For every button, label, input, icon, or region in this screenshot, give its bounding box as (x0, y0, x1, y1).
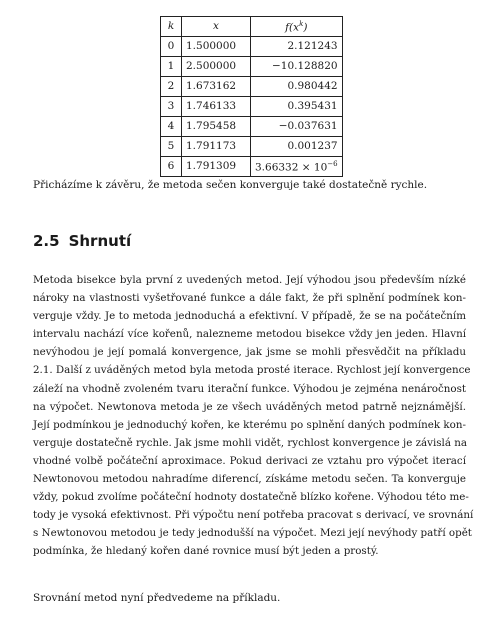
cell-fx-exponent: −6 (327, 159, 338, 168)
cell-k: 5 (161, 137, 182, 157)
cell-fx (251, 157, 343, 177)
cell-x: 1.500000 (182, 37, 251, 57)
column-header-x: x (182, 17, 251, 37)
paragraph-line: verguje vždy. Je to metoda jednoduchá a efektivní. V případě, že se na počátečním (33, 310, 466, 323)
column-header-fx-base: f(x (285, 21, 300, 33)
column-header-fx-superscript: k (299, 19, 304, 28)
paragraph-line: Newtonovou metodou nahradíme diferencí, získáme metodu sečen. Ta konverguje (33, 473, 466, 486)
table-row (161, 57, 343, 77)
table-row (161, 37, 343, 57)
cell-k: 0 (161, 37, 182, 57)
paragraph-line: podmínka, že hledaný kořen dané rovnice musí být jeden a prostý. (33, 545, 379, 558)
summary-paragraph (33, 271, 474, 561)
paragraph-line: nevýhodou je její pomalá konvergence, jak jsme se mohli přesvědčit na příkladu (33, 346, 466, 359)
cell-x: 2.500000 (182, 57, 251, 77)
table-row (161, 97, 343, 117)
table-row (161, 157, 343, 177)
table-row (161, 77, 343, 97)
table-header-row (161, 17, 343, 37)
paragraph-line: Metoda bisekce byla první z uvedených metod. Její výhodou jsou především nízké (33, 274, 466, 286)
cell-k: 4 (161, 117, 182, 137)
cell-x: 1.673162 (182, 77, 251, 97)
cell-fx-mantissa: 3.66332 × 10 (255, 161, 328, 173)
paragraph-line: intervalu nachází více kořenů, nalezneme metodou bisekce vždy jen jeden. Hlavní (33, 328, 466, 341)
paragraph-line: tody je vysoká efektivnost. Při výpočtu není potřeba pracovat s derivací, ve srovnání (33, 509, 474, 522)
section-heading (33, 232, 131, 250)
section-title: Shrnutí (68, 232, 132, 250)
paragraph-line: nároky na vlastnosti vyšetřované funkce a dále fakt, že při splnění podmínek kon- (33, 292, 466, 305)
cell-k: 3 (161, 97, 182, 117)
cell-x: 1.746133 (182, 97, 251, 117)
cell-x: 1.795458 (182, 117, 251, 137)
table-row (161, 117, 343, 137)
cell-fx: 0.395431 (251, 97, 343, 117)
paragraph-line: s Newtonovou metodou je tedy jednodušší na výpočet. Mezi její nevýhody patří opět (33, 527, 472, 540)
cell-fx: −10.128820 (251, 57, 343, 77)
cell-fx: 2.121243 (251, 37, 343, 57)
column-header-k: k (161, 17, 182, 37)
cell-k: 1 (161, 57, 182, 77)
table-row (161, 137, 343, 157)
column-header-fx (251, 17, 343, 37)
cell-fx: 0.980442 (251, 77, 343, 97)
cell-k: 2 (161, 77, 182, 97)
paragraph-line: vždy, pokud zvolíme počáteční hodnoty dostatečně blízko kořene. Výhodou této me- (33, 491, 469, 504)
cell-x: 1.791309 (182, 157, 251, 177)
closing-sentence: Srovnání metod nyní předvedeme na příkladu. (33, 592, 281, 604)
paragraph-line: vhodné volbě počáteční aproximace. Pokud derivaci ze vztahu pro výpočet iterací (33, 454, 466, 467)
paragraph-line: na výpočet. Newtonova metoda je ze všech uváděných metod patrně nejznámější. (33, 400, 466, 413)
cell-fx: 0.001237 (251, 137, 343, 157)
iteration-table (160, 16, 343, 177)
paragraph-line: záleží na vhodně zvoleném tvaru iterační funkce. Výhodou je zejména nenáročnost (33, 382, 466, 395)
cell-x: 1.791173 (182, 137, 251, 157)
column-header-fx-close: ) (303, 21, 308, 33)
paragraph-line: Její podmínkou je jednoduchý kořen, ke kterému po splnění daných podmínek kon- (33, 418, 466, 431)
cell-k: 6 (161, 157, 182, 177)
table-caption: Přicházíme k závěru, že metoda sečen konverguje také dostatečně rychle. (33, 179, 428, 191)
paragraph-line: 2.1. Další z uváděných metod byla metoda prosté iterace. Rychlost její konvergence (33, 364, 471, 377)
paragraph-line: verguje dostatečně rychle. Jak jsme mohli vidět, rychlost konvergence je závislá na (33, 436, 468, 449)
section-number: 2.5 (33, 232, 60, 250)
cell-fx: −0.037631 (251, 117, 343, 137)
